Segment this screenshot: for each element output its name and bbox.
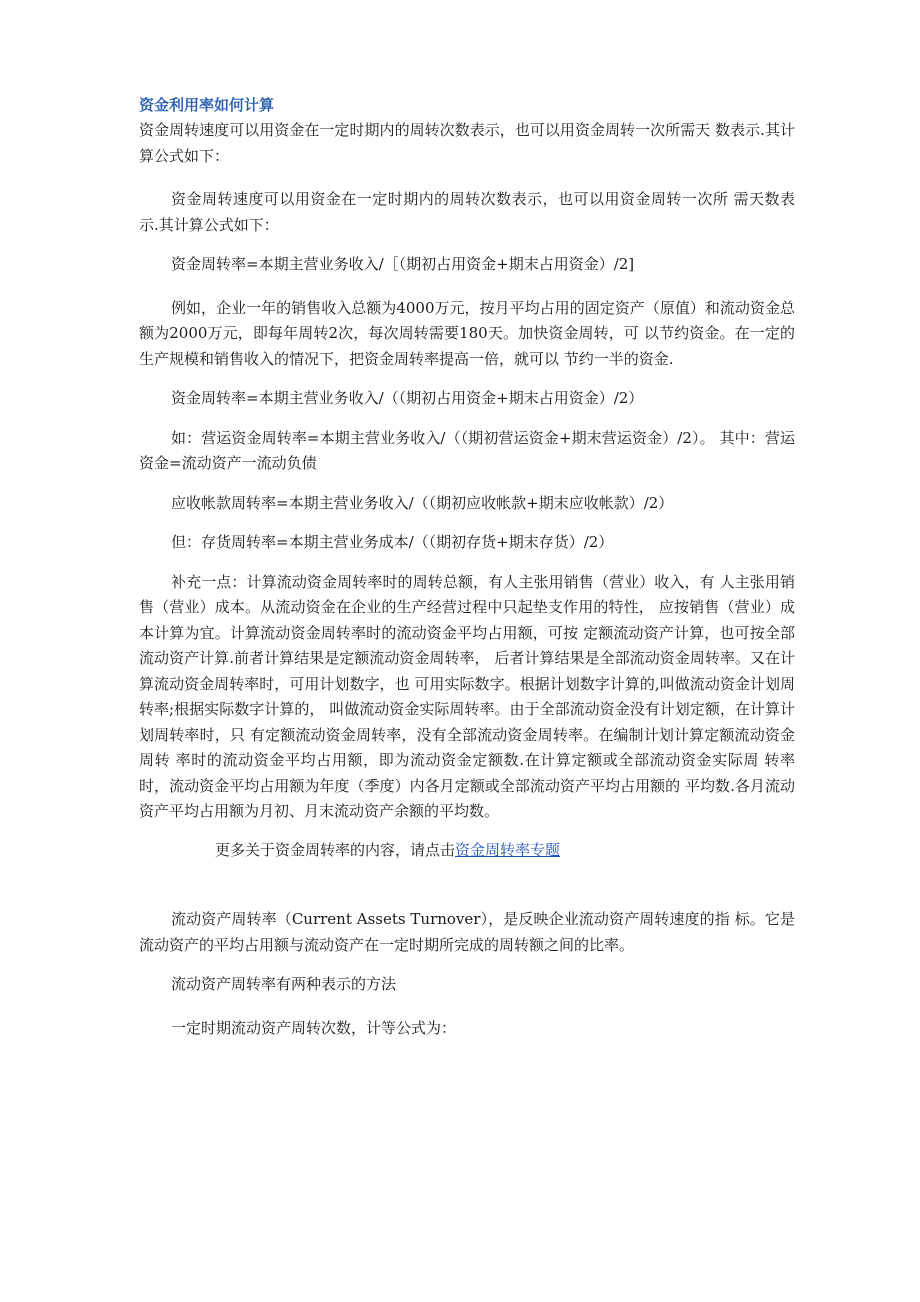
- formula-capital-turnover-1: 资金周转率=本期主营业务收入/［（期初占用资金+期末占用资金）/2]: [171, 255, 635, 273]
- document-title: 资金利用率如何计算: [139, 96, 275, 114]
- formula-capital-turnover-2: 资金周转率=本期主营业务收入/（（期初占用资金+期末占用资金）/2）: [171, 389, 644, 407]
- document-page: [139, 93, 795, 1041]
- more-info-line: [139, 838, 795, 864]
- formula-working-capital: 如：营运资金周转率=本期主营业务收入/（（期初营运资金+期末营运资金）/2）。 其中：营运资金=流动资产一流动负债: [139, 428, 795, 472]
- more-info-prefix: 更多关于资金周转率的内容，请点击: [215, 840, 456, 859]
- paragraph-speed: 资金周转速度可以用资金在一定时期内的周转次数表示，也可以用资金周转一次所 需天数表示.其计算公式如下：: [139, 190, 795, 234]
- paragraph-example: 例如，企业一年的销售收入总额为4000万元，按月平均占用的固定资产（原值）和流动资金总额为2000万元，即每年周转2次，每次周转需要180天。加快资金周转，可 以节约资金。在一定的生产规模和销售收入的情况下，把资金周转率提高一倍，就可以 节约一半的资金.: [139, 298, 795, 368]
- topic-link[interactable]: 资金周转率专题: [455, 840, 561, 859]
- paragraph-supplement: 补充一点：计算流动资金周转率时的周转总额，有人主张用销售（营业）收入，有 人主张用销售（营业）成本。从流动资金在企业的生产经营过程中只起垫支作用的特性， 应按销售（营业）成本计算为宜。计算流动资金周转率时的流动资金平均占用额，可按 定额流动资产计算，也可按全部流动资产计算.前者计算结果是定额流动资金周转率， 后者计算结果是全部流动资金周转率。又在计算流动资金周转率时，可用计划数字，也 可用实际数字。根据计划数字计算的,叫做流动资金计划周转率;根据实际数字计算的， 叫做流动资金实际周转率。由于全部流动资金没有计划定额，在计算计划周转率时，只 有定额流动资金周转率，没有全部流动资金周转率。在编制计划计算定额流动资金周转 率时的流动资金平均占用额，即为流动资金定额数.在计算定额或全部流动资金实际周 转率时，流动资金平均占用额为年度（季度）内各月定额或全部流动资产平均占用额的 平均数.各月流动资产平均占用额为月初、月末流动资产余额的平均数。: [139, 572, 795, 820]
- formula-receivables: 应收帐款周转率=本期主营业务收入/（（期初应收帐款+期末应收帐款）/2）: [171, 493, 674, 512]
- paragraph-formula-intro: 一定时期流动资产周转次数，计等公式为：: [171, 1018, 457, 1037]
- paragraph-intro: 资金周转速度可以用资金在一定时期内的周转次数表示，也可以用资金周转一次所需天 数表示.其计算公式如下：: [139, 121, 795, 165]
- paragraph-two-methods: 流动资产周转率有两种表示的方法: [171, 975, 397, 993]
- paragraph-current-assets: 流动资产周转率（Current Assets Turnover），是反映企业流动资产周转速度的指 标。它是流动资产的平均占用额与流动资产在一定时期所完成的周转额之间的比率。: [139, 910, 795, 954]
- formula-inventory: 但：存货周转率=本期主营业务成本/（（期初存货+期末存货）/2）: [171, 533, 614, 551]
